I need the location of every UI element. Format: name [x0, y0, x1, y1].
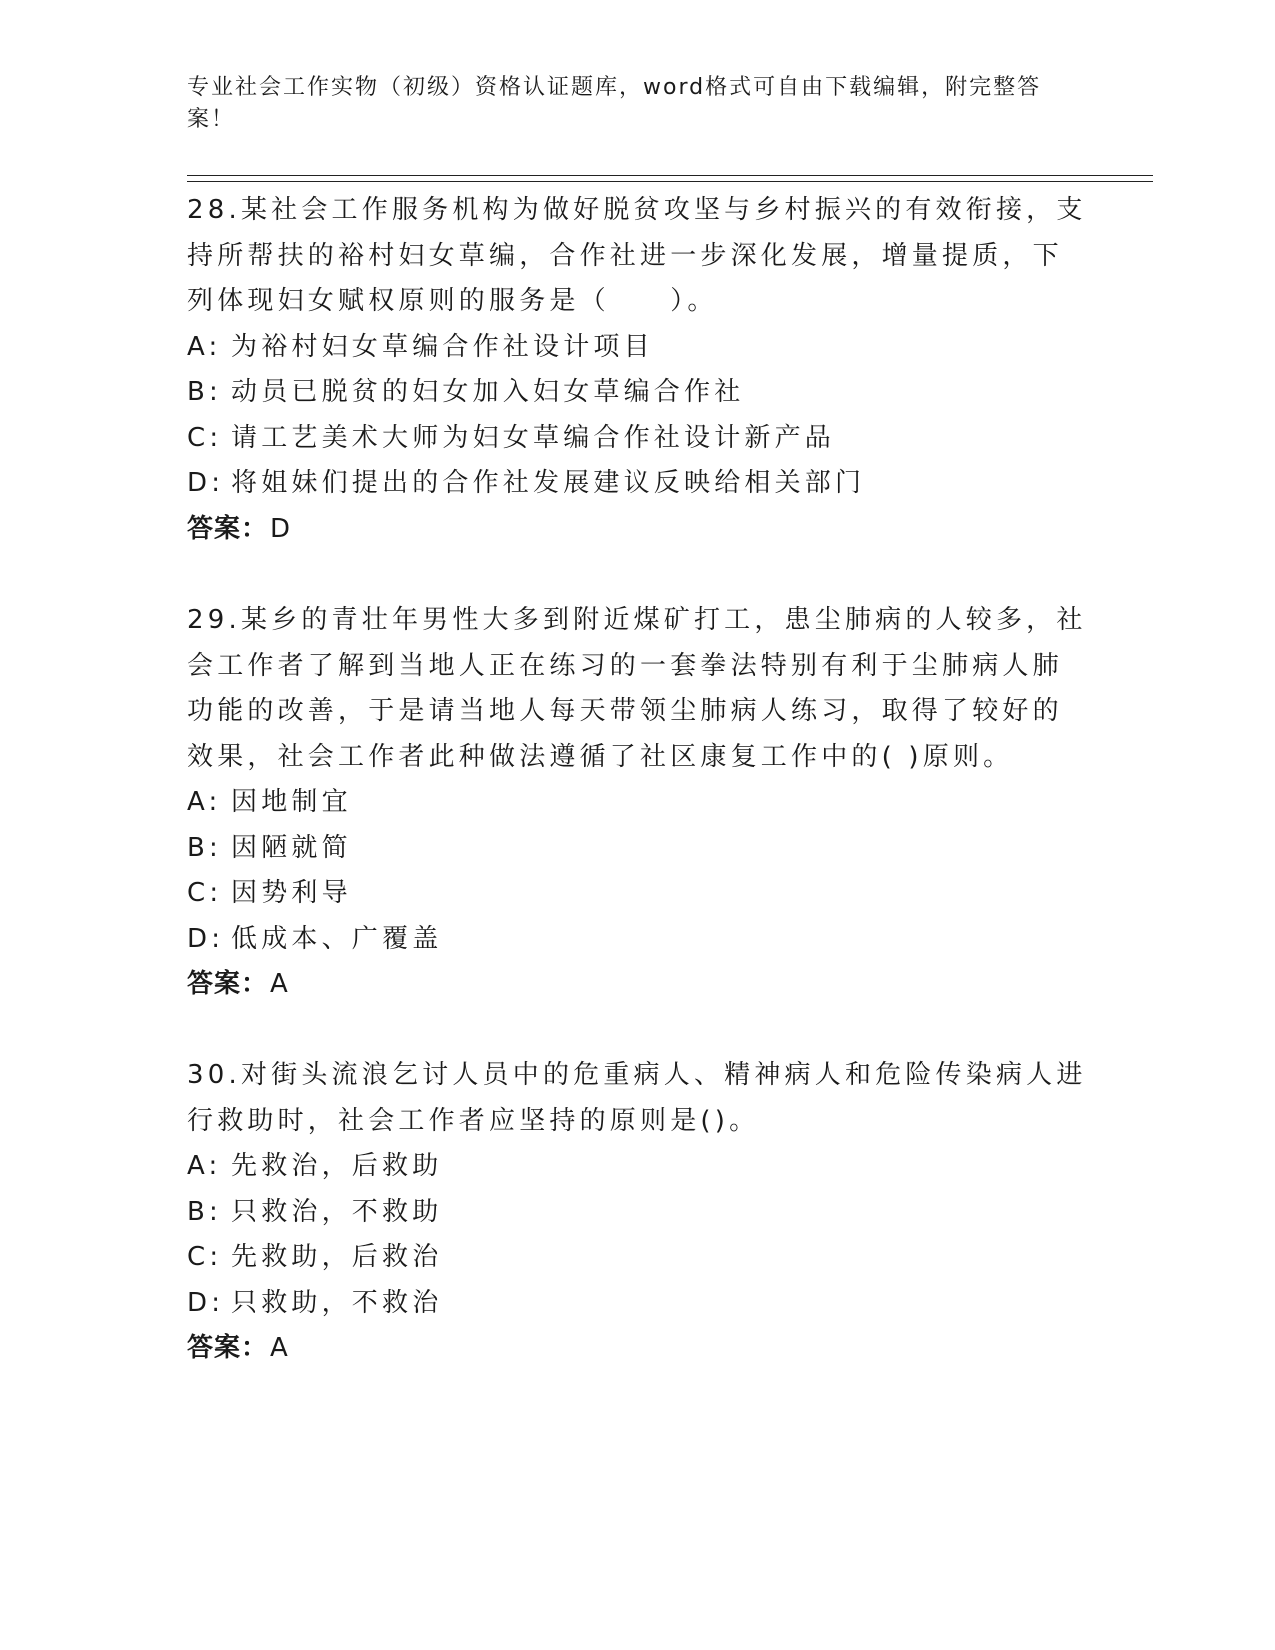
question-stem: 29.某乡的青壮年男性大多到附近煤矿打工，患尘肺病的人较多，社会工作者了解到当地人正在练习的一套拳法特别有利于尘肺病人肺功能的改善，于是请当地人每天带领尘肺病人练习，取得了较好的效果，社会工作者此种做法遵循了社区康复工作中的( )原则。: [187, 605, 1087, 772]
option-d: [187, 1281, 1087, 1327]
option-b: [187, 826, 1087, 872]
option-label: B:: [187, 1196, 222, 1227]
answer-value: A: [270, 1333, 289, 1363]
option-label: A:: [187, 1151, 222, 1181]
answer-label: 答案：: [187, 1333, 269, 1363]
option-b: [187, 1190, 1087, 1236]
option-label: A:: [187, 787, 222, 817]
question-stem: 28.某社会工作服务机构为做好脱贫攻坚与乡村振兴的有效衔接，支持所帮扶的裕村妇女草编，合作社进一步深化发展，增量提质，下列体现妇女赋权原则的服务是（ ）。: [187, 195, 1087, 316]
answer-line: [187, 1326, 1087, 1372]
option-text: 动员已脱贫的妇女加入妇女草编合作社: [231, 377, 745, 407]
option-text: 因陋就简: [231, 832, 352, 863]
option-label: D:: [187, 923, 225, 954]
answer-line: [187, 507, 1087, 553]
option-c: [187, 1235, 1087, 1281]
header-divider-top: [187, 175, 1153, 176]
option-label: C:: [187, 1242, 223, 1272]
option-a: [187, 1144, 1087, 1190]
option-label: C:: [187, 422, 223, 453]
option-text: 请工艺美术大师为妇女草编合作社设计新产品: [231, 422, 836, 453]
option-label: A:: [187, 331, 222, 362]
header-divider-bottom: [187, 181, 1153, 182]
answer-label: 答案：: [187, 513, 269, 544]
document-header: 专业社会工作实物（初级）资格认证题库，word格式可自由下载编辑，附完整答案！: [187, 75, 1042, 132]
option-c: [187, 416, 1087, 462]
option-label: B:: [187, 832, 222, 863]
option-text: 低成本、广覆盖: [231, 923, 443, 954]
option-text: 因势利导: [231, 878, 352, 908]
option-label: B:: [187, 377, 222, 407]
option-a: [187, 325, 1087, 371]
option-b: [187, 370, 1087, 416]
question-30: [187, 1053, 1087, 1372]
option-text: 只救助，不救治: [231, 1287, 443, 1318]
option-label: C:: [187, 878, 223, 908]
option-d: [187, 917, 1087, 963]
question-28: [187, 188, 1087, 552]
answer-line: [187, 962, 1087, 1008]
question-stem: 30.对街头流浪乞讨人员中的危重病人、精神病人和危险传染病人进行救助时，社会工作者应坚持的原则是()。: [187, 1060, 1087, 1136]
option-text: 只救治，不救助: [231, 1196, 443, 1227]
option-d: [187, 461, 1087, 507]
option-text: 因地制宜: [231, 787, 352, 817]
option-text: 为裕村妇女草编合作社设计项目: [231, 331, 654, 362]
option-c: [187, 871, 1087, 917]
option-label: D:: [187, 1287, 225, 1318]
option-text: 先救治，后救助: [231, 1151, 443, 1181]
option-text: 先救助，后救治: [231, 1242, 443, 1272]
option-label: D:: [187, 468, 225, 498]
answer-value: D: [270, 513, 292, 544]
option-text: 将姐妹们提出的合作社发展建议反映给相关部门: [231, 468, 866, 498]
answer-label: 答案：: [187, 969, 269, 999]
option-a: [187, 780, 1087, 826]
question-29: [187, 598, 1087, 1008]
answer-value: A: [270, 969, 289, 999]
